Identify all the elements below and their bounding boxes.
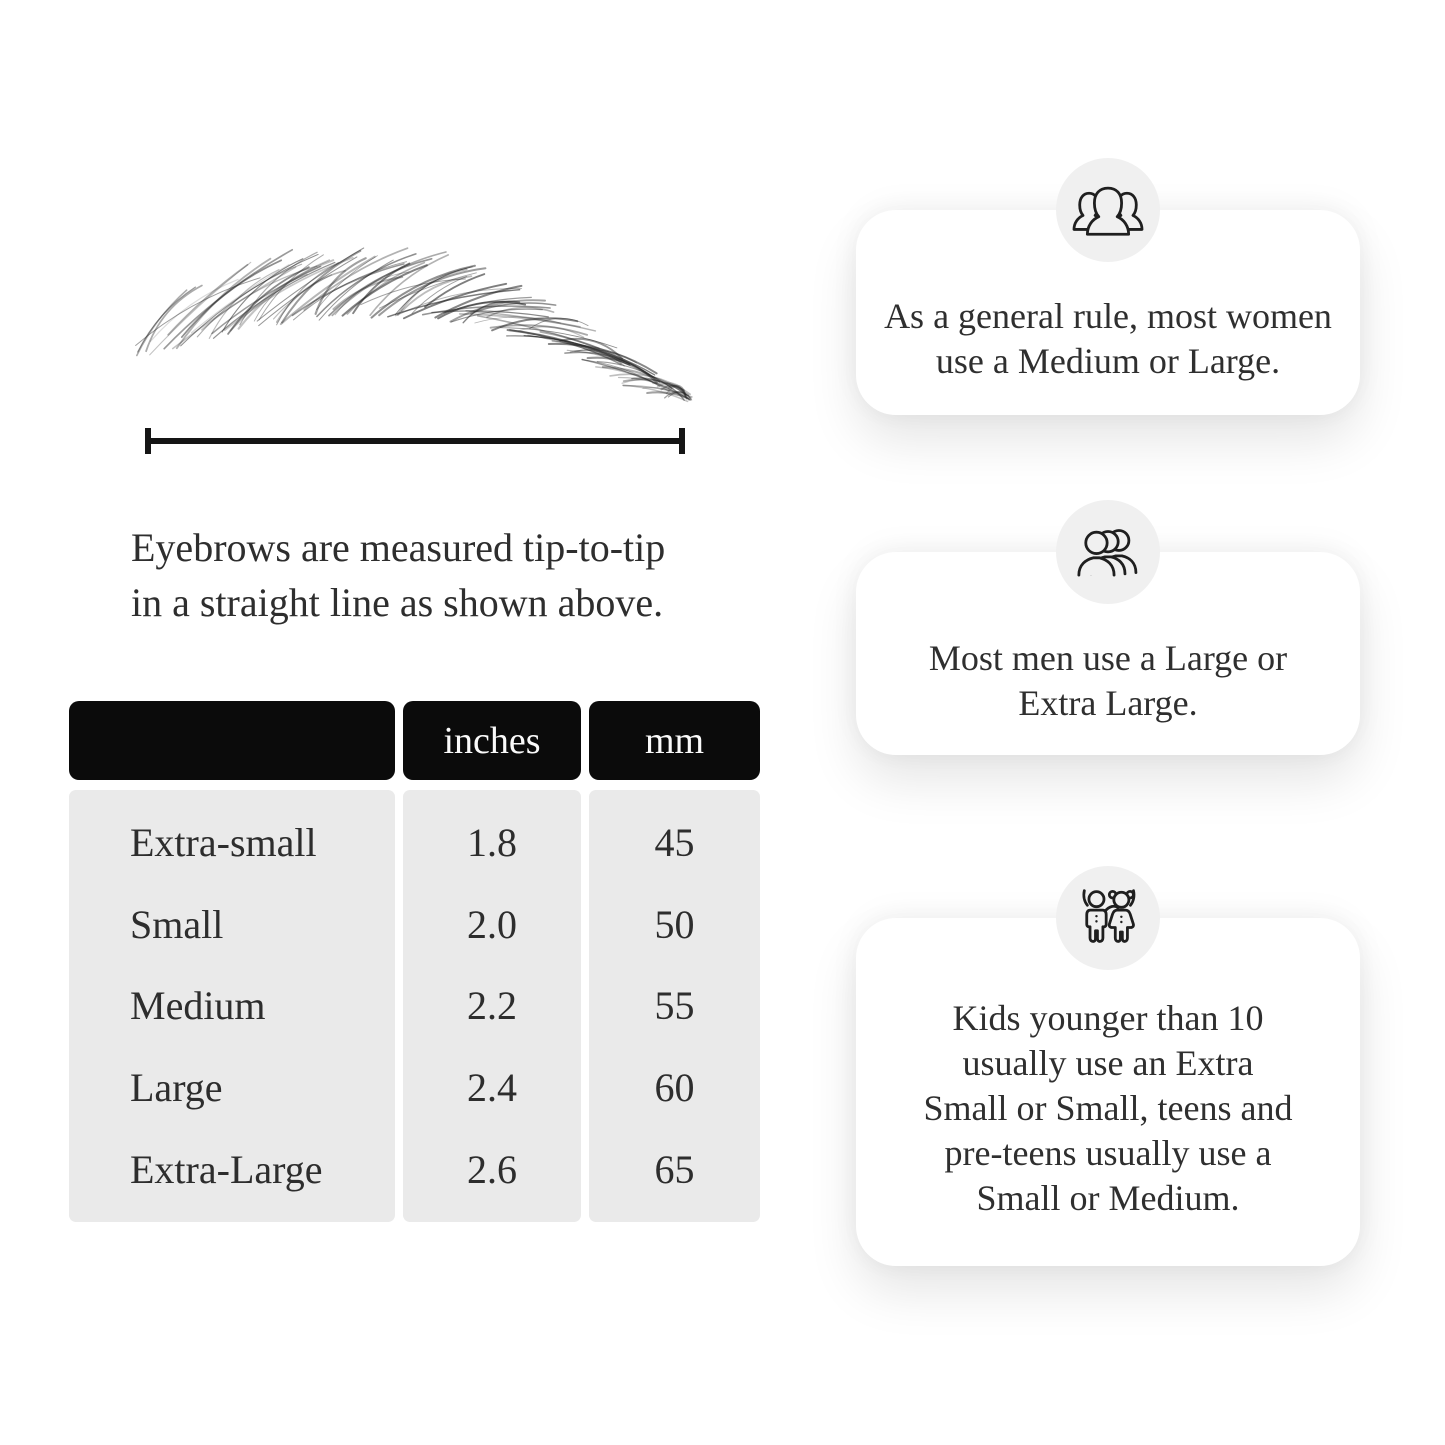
size-table-mm-column (589, 790, 760, 1222)
tip-card-kids (856, 918, 1360, 1266)
icon-circle (1056, 158, 1160, 262)
measurement-line (145, 438, 685, 444)
tip-text (856, 294, 1360, 384)
tip-text (856, 996, 1360, 1221)
caption-line: in a straight line as shown above. (131, 580, 664, 625)
measurement-caption (131, 520, 665, 630)
tip-card-men (856, 552, 1360, 755)
size-table-header (69, 701, 760, 780)
size-table-header-mm: mm (589, 701, 760, 780)
size-value-mm: 65 (654, 1146, 695, 1192)
size-value-mm: 55 (654, 983, 695, 1029)
size-value-mm: 50 (654, 901, 695, 947)
tip-text-line: pre-teens usually use a (944, 1133, 1272, 1173)
size-value-mm: 45 (654, 820, 695, 866)
size-row-label: Medium (130, 983, 266, 1029)
tip-text-line: Most men use a Large or (928, 638, 1288, 678)
kids-icon (1069, 884, 1147, 952)
size-value-inches: 2.0 (467, 901, 517, 947)
icon-circle (1056, 866, 1160, 970)
size-table-body (69, 790, 760, 1222)
tip-text-line: Kids younger than 10 (952, 998, 1264, 1038)
size-row-label: Extra-Large (130, 1146, 323, 1192)
men-group-icon (1069, 518, 1147, 586)
tip-card-women (856, 210, 1360, 415)
size-value-mm: 60 (654, 1065, 695, 1111)
eyebrow-illustration (0, 0, 760, 500)
tip-text-line: usually use an Extra (962, 1043, 1254, 1083)
size-value-inches: 1.8 (467, 820, 517, 866)
size-table-name-column (69, 790, 395, 1222)
tip-text-line: use a Medium or Large. (935, 341, 1281, 381)
size-table-inches-column (403, 790, 581, 1222)
tip-text-line: Extra Large. (1018, 683, 1198, 723)
tip-text-line: Small or Medium. (976, 1178, 1240, 1218)
size-value-inches: 2.2 (467, 983, 517, 1029)
tip-text (856, 636, 1360, 726)
caption-line: Eyebrows are measured tip-to-tip (131, 525, 666, 570)
tip-text-line: Small or Small, teens and (923, 1088, 1293, 1128)
size-table-header-name (69, 701, 395, 780)
size-value-inches: 2.4 (467, 1065, 517, 1111)
size-row-label: Large (130, 1065, 223, 1111)
icon-circle (1056, 500, 1160, 604)
tip-text-line: As a general rule, most women (884, 296, 1332, 336)
size-row-label: Extra-small (130, 820, 317, 866)
size-row-label: Small (130, 901, 224, 947)
size-table (69, 701, 760, 1222)
size-table-header-inches: inches (403, 701, 581, 780)
size-value-inches: 2.6 (467, 1146, 517, 1192)
women-group-icon (1069, 176, 1147, 244)
